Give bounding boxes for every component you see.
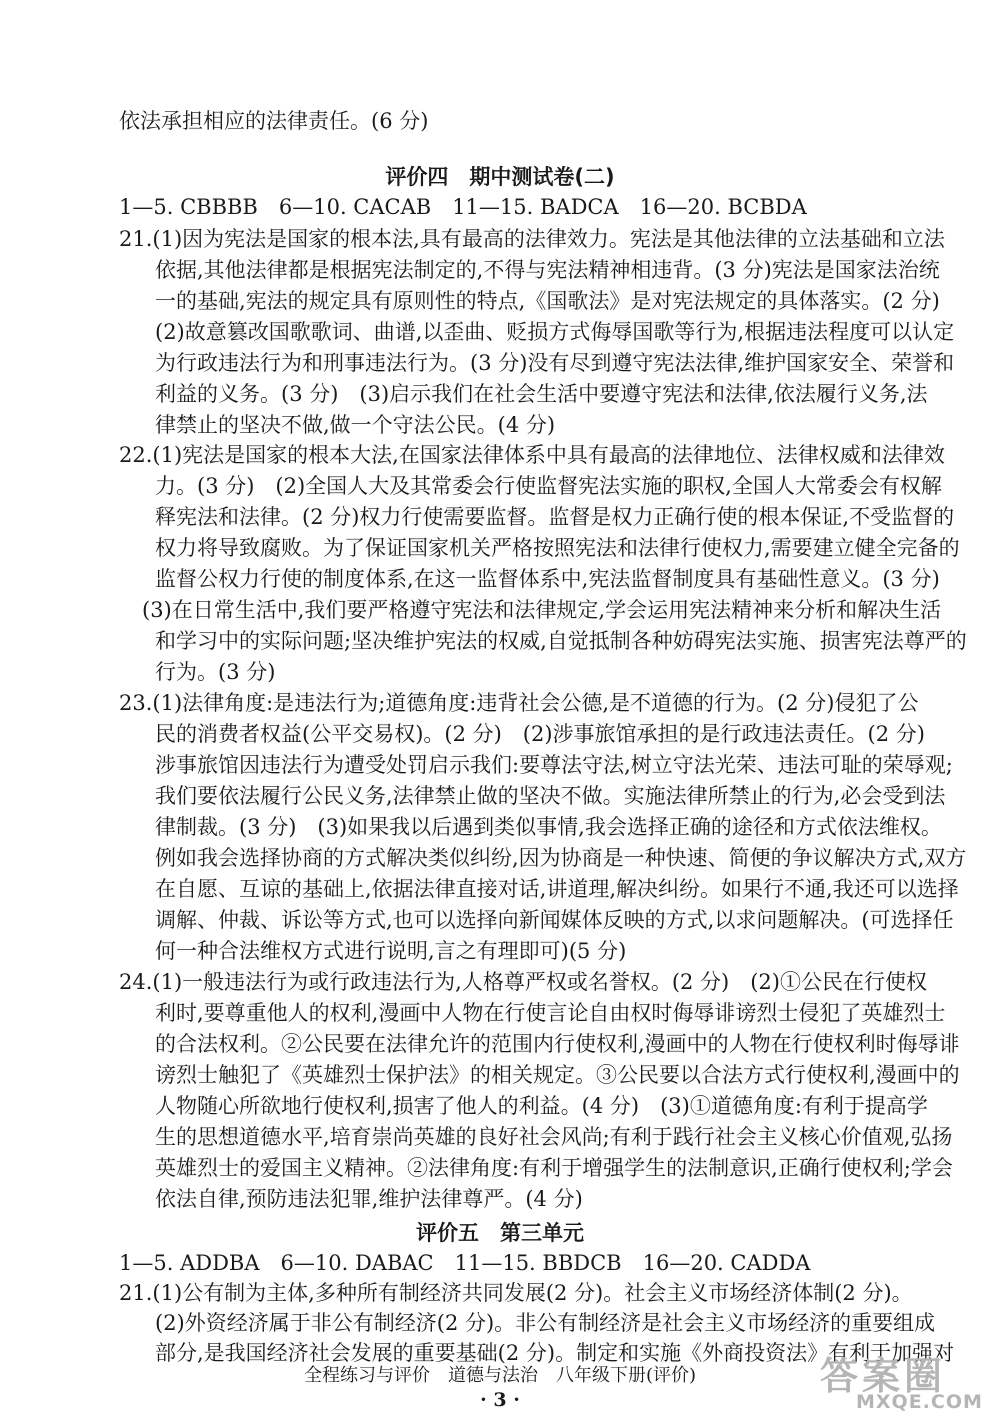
text-line: 我们要依法履行公民义务,法律禁止做的坚决不做。实施法律所禁止的行为,必会受到法	[155, 784, 946, 808]
text-line: 谤烈士触犯了《英雄烈士保护法》的相关规定。③公民要以合法方式行使权利,漫画中的	[155, 1063, 960, 1087]
text-line: 21.(1)公有制为主体,多种所有制经济共同发展(2 分)。社会主义市场经济体制(2 分)。	[119, 1281, 913, 1305]
text-line: (2)故意篡改国歌歌词、曲谱,以歪曲、贬损方式侮辱国歌等行为,根据违法程度可以认定	[155, 320, 955, 344]
text-line: 的合法权利。②公民要在法律允许的范围内行使权利,漫画中的人物在行使权利时侮辱诽	[155, 1032, 960, 1056]
page-number: · 3 ·	[480, 1389, 520, 1411]
text-line: 涉事旅馆因违法行为遭受处罚启示我们:要尊法守法,树立守法光荣、违法可耻的荣辱观;	[155, 753, 953, 777]
text-line: 释宪法和法律。(2 分)权力行使需要监督。监督是权力正确行使的根本保证,不受监督的	[155, 505, 955, 529]
text-line: 利益的义务。(3 分) (3)启示我们在社会生活中要遵守宪法和法律,依法履行义务,法	[155, 382, 928, 406]
text-line: (3)在日常生活中,我们要严格遵守宪法和法律规定,学会运用宪法精神来分析和解决生活	[142, 598, 942, 622]
text-line: 在自愿、互谅的基础上,依据法律直接对话,讲道理,解决纠纷。如果行不通,我还可以选择	[155, 877, 959, 901]
text-line: 23.(1)法律角度:是违法行为;道德角度:违背社会公德,是不道德的行为。(2 分)侵犯了公	[119, 691, 919, 715]
text-line: 英雄烈士的爱国主义精神。②法律角度:有利于增强学生的法制意识,正确行使权利;学会	[155, 1156, 953, 1180]
text-line: 力。(3 分) (2)全国人大及其常委会行使监督宪法实施的职权,全国人大常委会有权解	[155, 474, 942, 498]
text-line: 人物随心所欲地行使权利,损害了他人的利益。(4 分) (3)①道德角度:有利于提高学	[155, 1094, 928, 1118]
text-line: 和学习中的实际问题;坚决维护宪法的权威,自觉抵制各种妨碍宪法实施、损害宪法尊严的	[155, 629, 967, 653]
text-line: 依法承担相应的法律责任。(6 分)	[119, 109, 429, 133]
text-line: 依法自律,预防违法犯罪,维护法律尊严。(4 分)	[155, 1187, 583, 1211]
answer-key-line: 1—5. CBBBB 6—10. CACAB 11—15. BADCA 16—20. BCBDA	[119, 195, 807, 219]
text-line: 依据,其他法律都是根据宪法制定的,不得与宪法精神相违背。(3 分)宪法是国家法治统	[155, 258, 940, 282]
text-line: 生的思想道德水平,培育崇尚英雄的良好社会风尚;有利于践行社会主义核心价值观,弘扬	[155, 1125, 953, 1149]
text-line: 权力将导致腐败。为了保证国家机关严格按照宪法和法律行使权力,需要建立健全完备的	[155, 536, 960, 560]
text-line: 利时,要尊重他人的权利,漫画中人物在行使言论自由权时侮辱诽谤烈士侵犯了英雄烈士	[155, 1001, 946, 1025]
text-line: 一的基础,宪法的规定具有原则性的特点,《国歌法》是对宪法规定的具体落实。(2 分)	[155, 289, 940, 313]
text-line: 部分,是我国经济社会发展的重要基础(2 分)。制定和实施《外商投资法》有利于加强对	[155, 1341, 955, 1365]
section-heading: 评价四 期中测试卷(二)	[385, 165, 615, 189]
page-footer: 全程练习与评价 道德与法治 八年级下册(评价)	[303, 1365, 697, 1386]
text-line: 监督公权力行使的制度体系,在这一监督体系中,宪法监督制度具有基础性意义。(3 分)	[155, 567, 940, 591]
text-line: 例如我会选择协商的方式解决类似纠纷,因为协商是一种快速、简便的争议解决方式,双方	[155, 846, 967, 870]
text-line: 22.(1)宪法是国家的根本大法,在国家法律体系中具有最高的法律地位、法律权威和法律效	[119, 443, 945, 467]
watermark-text: 答案圈	[820, 1354, 947, 1398]
section-heading: 评价五 第三单元	[416, 1221, 584, 1245]
watermark-logo	[800, 1345, 983, 1413]
text-line: 民的消费者权益(公平交易权)。(2 分) (2)涉事旅馆承担的是行政违法责任。(2 分)	[155, 722, 925, 746]
text-line: 24.(1)一般违法行为或行政违法行为,人格尊严权或名誉权。(2 分) (2)①公民在行使权	[119, 970, 927, 994]
text-line: (2)外资经济属于非公有制经济(2 分)。非公有制经济是社会主义市场经济的重要组成	[155, 1311, 936, 1335]
text-line: 调解、仲裁、诉讼等方式,也可以选择向新闻媒体反映的方式,以求问题解决。(可选择任	[155, 908, 954, 932]
text-line: 行为。(3 分)	[155, 660, 276, 684]
answer-key-line: 1—5. ADDBA 6—10. DABAC 11—15. BBDCB 16—20. CADDA	[119, 1251, 811, 1275]
text-line: 为行政违法行为和刑事违法行为。(3 分)没有尽到遵守宪法法律,维护国家安全、荣誉和	[155, 351, 955, 375]
text-line: 何一种合法维权方式进行说明,言之有理即可)(5 分)	[155, 939, 627, 963]
text-line: 律禁止的坚决不做,做一个守法公民。(4 分)	[155, 413, 556, 437]
text-line: 21.(1)因为宪法是国家的根本法,具有最高的法律效力。宪法是其他法律的立法基础和立法	[119, 227, 945, 251]
watermark-url: MXQE.COM	[856, 1391, 983, 1413]
text-line: 律制裁。(3 分) (3)如果我以后遇到类似事情,我会选择正确的途径和方式依法维权。	[155, 815, 942, 839]
